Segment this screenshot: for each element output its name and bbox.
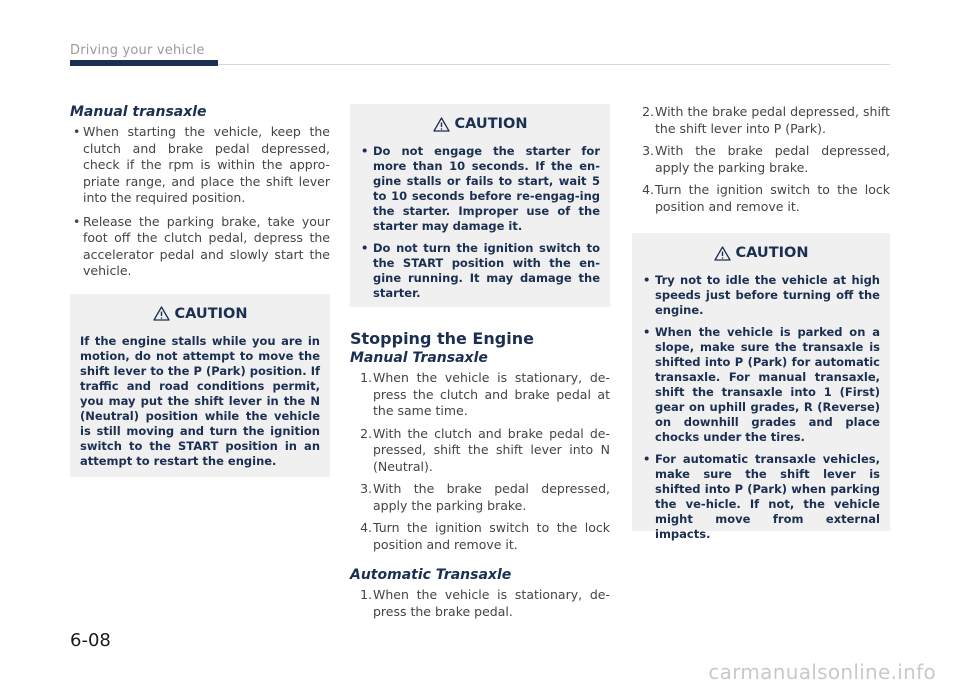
caution-text: If the engine stalls while you are in motion, do not attempt to move the shift lever to the P (Park) position. If traffic and road conditions permit, you may put the shift lever in the N (Neutral) position while the vehicle is still moving and turn the ignition switch to the START position in an attempt to restart the engine. [80,333,320,468]
caution-title: CAUTION [360,116,600,132]
caution-box [632,233,890,541]
column-middle [350,104,610,626]
caution-item: • For automatic transaxle vehicles, make sure the shift lever is shifted into P (Park) when parking the ve-hicle. If not, the vehicle might move from external impacts. [643,452,880,541]
warning-icon [153,306,170,321]
list-item: • Release the parking brake, take your foot off the clutch pedal, depress the accelerator pedal and slowly start the vehicle. [73,213,330,278]
automatic-transaxle-subheading: Automatic Transaxle [350,567,512,583]
list-item: 2. With the brake pedal depressed, shift the shift lever into P (Park). [642,104,890,136]
list-item: 1. When the vehicle is stationary, de-press the clutch and brake pedal at the same time. [360,370,610,418]
caution-item: • When the vehicle is parked on a slope, make sure the transaxle is shifted into P (Park) for automatic transaxle. For manual transaxle, shift the transaxle into 1 (First) gear on uphill grades, R (Reverse) on downhill grades and place chocks under the tires. [643,325,880,444]
list-item: 4. Turn the ignition switch to the lock position and remove it. [360,520,610,552]
stopping-engine-heading: Stopping the Engine [350,329,534,348]
column-right [632,104,890,541]
watermark: carmanualsonline.info [708,660,936,684]
list-item: 2. With the clutch and brake pedal de-pressed, shift the shift lever into N (Neutral). [360,425,610,474]
warning-icon [433,117,450,132]
manual-transaxle-subheading: Manual Transaxle [350,350,488,366]
caution-title: CAUTION [80,306,320,322]
manual-transaxle-heading: Manual transaxle [70,104,207,120]
section-header: Driving your vehicle [70,43,205,58]
caution-item: • Do not engage the starter for more than 10 seconds. If the en-gine stalls or fails to start, wait 5 to 10 seconds before re-engag-ing the starter. Improper use of the starter may damage it. [361,144,600,233]
list-item: 1. When the vehicle is stationary, de-press the brake pedal. [360,587,610,619]
list-item: • When starting the vehicle, keep the clutch and brake pedal depressed, check if the rpm is within the appro-priate range, and place the shift lever into the required position. [73,124,330,205]
page-number: 6-08 [70,630,111,651]
warning-icon [714,246,731,261]
caution-title: CAUTION [642,245,880,261]
list-item: 3. With the brake pedal depressed, apply the parking brake. [360,481,610,513]
caution-box [350,104,610,307]
caution-box [70,294,330,477]
list-item: 4. Turn the ignition switch to the lock position and remove it. [642,182,890,214]
caution-item: • Do not turn the ignition switch to the START position with the en-gine running. It may damage the starter. [361,241,600,300]
header-divider [218,64,890,65]
caution-item: • Try not to idle the vehicle at high speeds just before turning off the engine. [643,273,880,317]
header-accent-bar [70,60,218,66]
column-left [70,104,330,477]
list-item: 3. With the brake pedal depressed, apply the parking brake. [642,143,890,175]
